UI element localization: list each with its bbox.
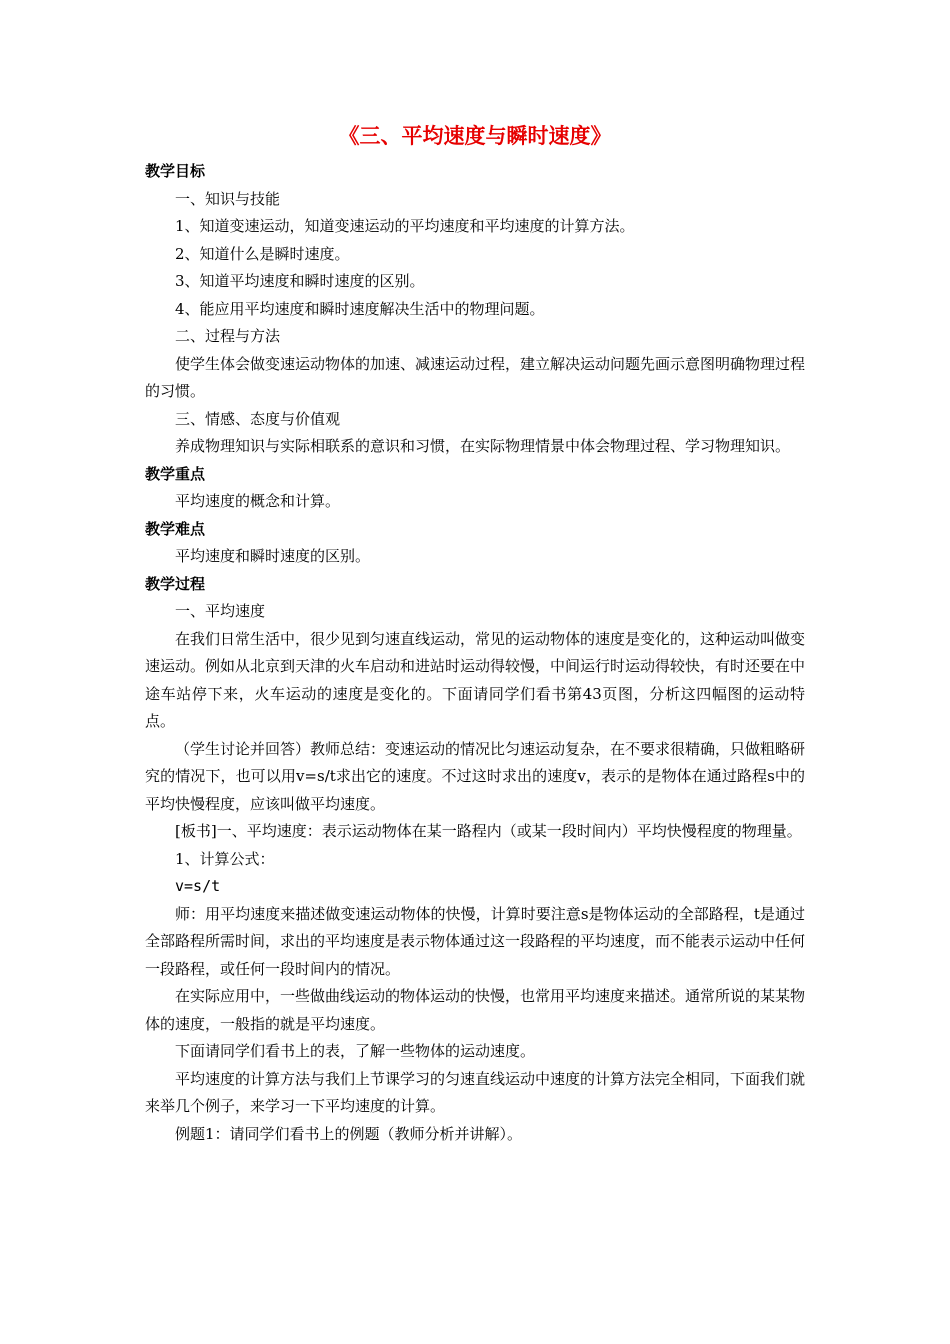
subheading: 一、平均速度 bbox=[175, 602, 266, 620]
paragraph: 下面请同学们看书上的表，了解一些物体的运动速度。 bbox=[175, 1042, 536, 1060]
paragraph: [板书]一、平均速度：表示运动物体在某一路程内（或某一段时间内）平均快慢程度的物理量。 bbox=[175, 822, 802, 840]
section-heading: 教学目标 bbox=[145, 162, 206, 180]
section-heading: 教学难点 bbox=[145, 519, 206, 538]
list-item: 2、知道什么是瞬时速度。 bbox=[175, 244, 350, 263]
paragraph: （学生讨论并回答）教师总结：变速运动的情况比匀速运动复杂，在不要求很精确，只做粗略研究的情况下，也可以用v=s/t求出它的速度。不过这时求出的速度v，表示的是物体在通过路程s中的平均快慢程度，应该叫做平均速度。 bbox=[145, 739, 806, 813]
document-title: 《三、平均速度与瞬时速度》 bbox=[338, 124, 612, 148]
paragraph: 例题1：请同学们看书上的例题（教师分析并讲解）。 bbox=[175, 1124, 523, 1143]
paragraph: 使学生体会做变速运动物体的加速、减速运动过程，建立解决运动问题先画示意图明确物理过程的习惯。 bbox=[145, 354, 806, 400]
formula: v=s/t bbox=[175, 877, 221, 895]
subheading: 二、过程与方法 bbox=[175, 327, 281, 345]
paragraph: 养成物理知识与实际相联系的意识和习惯，在实际物理情景中体会物理过程、学习物理知识。 bbox=[175, 437, 791, 455]
paragraph: 平均速度的计算方法与我们上节课学习的匀速直线运动中速度的计算方法完全相同，下面我们就来举几个例子，来学习一下平均速度的计算。 bbox=[145, 1069, 806, 1115]
subheading: 三、情感、态度与价值观 bbox=[175, 409, 341, 428]
section-teaching-process bbox=[145, 571, 805, 1149]
paragraph: 平均速度的概念和计算。 bbox=[175, 492, 341, 510]
paragraph: 在实际应用中，一些做曲线运动的物体运动的快慢，也常用平均速度来描述。通常所说的某某物体的速度，一般指的就是平均速度。 bbox=[145, 987, 806, 1033]
section-heading: 教学重点 bbox=[145, 464, 206, 483]
paragraph: 在我们日常生活中，很少见到匀速直线运动，常见的运动物体的速度是变化的，这种运动叫做变速运动。例如从北京到天津的火车启动和进站时运动得较慢，中间运行时运动得较快，有时还要在中途车站停下来，火车运动的速度是变化的。下面请同学们看书第43页图，分析这四幅图的运动特点。 bbox=[145, 629, 806, 730]
section-difficulties bbox=[145, 516, 805, 571]
subheading: 一、知识与技能 bbox=[175, 189, 281, 208]
section-heading: 教学过程 bbox=[145, 574, 206, 593]
list-item: 3、知道平均速度和瞬时速度的区别。 bbox=[175, 272, 425, 290]
list-item: 1、知道变速运动，知道变速运动的平均速度和平均速度的计算方法。 bbox=[175, 217, 635, 235]
section-key-points bbox=[145, 461, 805, 516]
list-item: 4、能应用平均速度和瞬时速度解决生活中的物理问题。 bbox=[175, 299, 545, 318]
paragraph: 平均速度和瞬时速度的区别。 bbox=[175, 547, 371, 565]
paragraph: 师：用平均速度来描述做变速运动物体的快慢，计算时要注意s是物体运动的全部路程，t是通过全部路程所需时间，求出的平均速度是表示物体通过这一段路程的平均速度，而不能表示运动中任何一段路程，或任何一段时间内的情况。 bbox=[145, 904, 806, 978]
paragraph: 1、计算公式： bbox=[175, 849, 275, 868]
document-page bbox=[145, 118, 805, 1148]
section-teaching-objectives bbox=[145, 158, 805, 461]
